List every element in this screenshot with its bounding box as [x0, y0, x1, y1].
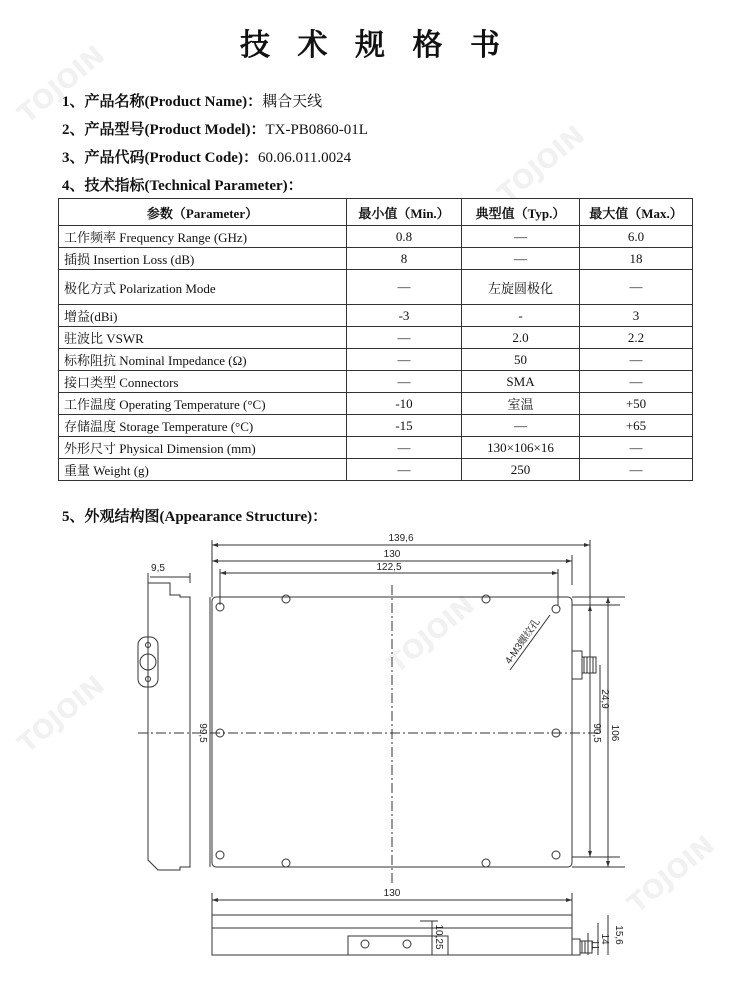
product-name-line: [62, 90, 322, 111]
dim-hole-height: 90,5: [591, 723, 602, 743]
product-model-label: 2、产品型号(Product Model)：: [62, 122, 266, 138]
cell-typ: —: [462, 248, 580, 270]
table-row: [59, 226, 693, 248]
dim-side-thickness: 9,5: [151, 563, 165, 574]
mounting-hole: [282, 859, 290, 867]
watermark: TOJOIN: [622, 830, 721, 920]
table-row: [59, 327, 693, 349]
mounting-hole: [282, 595, 290, 603]
cell-min: —: [347, 270, 462, 305]
mounting-hole: [482, 595, 490, 603]
watermark: TOJOIN: [12, 40, 111, 130]
appearance-structure-heading: 5、外观结构图(Appearance Structure)：: [62, 509, 328, 525]
sma-connector-base: [572, 651, 582, 679]
product-name-value: 耦合天线: [262, 94, 323, 110]
mounting-hole: [216, 851, 224, 859]
cell-min: —: [347, 371, 462, 393]
spec-table: [58, 198, 693, 481]
table-row: [59, 349, 693, 371]
cell-min: -10: [347, 393, 462, 415]
cell-typ: 左旋圆极化: [462, 270, 580, 305]
cell-min: 8: [347, 248, 462, 270]
dim-side-height: 99,5: [197, 723, 208, 743]
mounting-hole: [552, 605, 560, 613]
cell-parameter: 外形尺寸 Physical Dimension (mm): [59, 437, 347, 459]
dim-bottom-14: 14: [599, 933, 610, 945]
technical-parameter-label: 4、技术指标(Technical Parameter)：: [62, 178, 303, 194]
cell-parameter: 接口类型 Connectors: [59, 371, 347, 393]
cell-parameter: 工作温度 Operating Temperature (°C): [59, 393, 347, 415]
bottom-view-outline: [212, 915, 572, 955]
table-header-row: [59, 199, 693, 226]
cell-max: +65: [580, 415, 693, 437]
product-code-label: 3、产品代码(Product Code)：: [62, 150, 258, 166]
cell-typ: -: [462, 305, 580, 327]
cell-parameter: 标称阻抗 Nominal Impedance (Ω): [59, 349, 347, 371]
cell-typ: 130×106×16: [462, 437, 580, 459]
header-max: 最大值（Max.）: [580, 199, 693, 226]
dim-bottom-width: 130: [383, 888, 401, 899]
dim-bottom-156: 15,6: [613, 925, 624, 945]
product-code-value: 60.06.011.0024: [257, 150, 352, 166]
cell-max: —: [580, 459, 693, 481]
dim-total-width: 139,6: [388, 533, 414, 544]
dim-bottom-10: 10,25: [433, 924, 444, 950]
header-parameter: 参数（Parameter）: [59, 199, 347, 226]
cell-parameter: 重量 Weight (g): [59, 459, 347, 481]
cell-max: 18: [580, 248, 693, 270]
cell-max: —: [580, 371, 693, 393]
mounting-hole: [552, 851, 560, 859]
product-model-value: TX-PB0860-01L: [265, 122, 368, 138]
cell-parameter: 工作频率 Frequency Range (GHz): [59, 226, 347, 248]
product-model-line: [62, 118, 368, 139]
cell-min: -15: [347, 415, 462, 437]
product-code-line: [62, 146, 351, 167]
cell-min: —: [347, 327, 462, 349]
mounting-hole: [361, 940, 369, 948]
cell-max: 2.2: [580, 327, 693, 349]
cell-parameter: 插损 Insertion Loss (dB): [59, 248, 347, 270]
header-min: 最小值（Min.）: [347, 199, 462, 226]
cell-max: —: [580, 270, 693, 305]
cell-parameter: 极化方式 Polarization Mode: [59, 270, 347, 305]
cell-typ: 50: [462, 349, 580, 371]
side-view-outline: [148, 583, 190, 870]
cell-max: 3: [580, 305, 693, 327]
cell-parameter: 存储温度 Storage Temperature (°C): [59, 415, 347, 437]
mounting-hole: [403, 940, 411, 948]
cell-max: —: [580, 349, 693, 371]
cell-typ: 250: [462, 459, 580, 481]
dim-body-width: 130: [383, 549, 401, 560]
dim-connector-offset: 24,9: [599, 689, 610, 709]
cell-typ: 2.0: [462, 327, 580, 349]
cell-typ: SMA: [462, 371, 580, 393]
cell-max: +50: [580, 393, 693, 415]
cell-typ: —: [462, 415, 580, 437]
cell-min: —: [347, 459, 462, 481]
table-row: [59, 371, 693, 393]
table-row: [59, 459, 693, 481]
cell-parameter: 驻波比 VSWR: [59, 327, 347, 349]
dim-hole-width: 122,5: [376, 562, 402, 573]
technical-parameter-line: [62, 174, 303, 195]
watermark: TOJOIN: [492, 120, 591, 210]
watermark: TOJOIN: [382, 590, 481, 680]
table-row: [59, 248, 693, 270]
cell-min: -3: [347, 305, 462, 327]
cell-min: 0.8: [347, 226, 462, 248]
page-title: 技 术 规 格 书: [240, 29, 510, 62]
hole-note: 4-M3螺纹孔: [503, 616, 543, 667]
product-name-label: 1、产品名称(Product Name)：: [62, 94, 263, 110]
dim-bottom-11: 11: [589, 939, 600, 951]
cell-typ: 室温: [462, 393, 580, 415]
cell-max: 6.0: [580, 226, 693, 248]
table-row: [59, 437, 693, 459]
cell-typ: —: [462, 226, 580, 248]
cell-parameter: 增益(dBi): [59, 305, 347, 327]
watermark: TOJOIN: [12, 670, 111, 760]
table-row: [59, 393, 693, 415]
header-typ: 典型值（Typ.）: [462, 199, 580, 226]
appearance-drawing: [120, 525, 640, 995]
mounting-hole: [482, 859, 490, 867]
cell-max: —: [580, 437, 693, 459]
dim-total-height: 106: [609, 724, 620, 742]
table-row: [59, 305, 693, 327]
cell-min: —: [347, 437, 462, 459]
table-row: [59, 415, 693, 437]
cell-min: —: [347, 349, 462, 371]
table-row: [59, 270, 693, 305]
